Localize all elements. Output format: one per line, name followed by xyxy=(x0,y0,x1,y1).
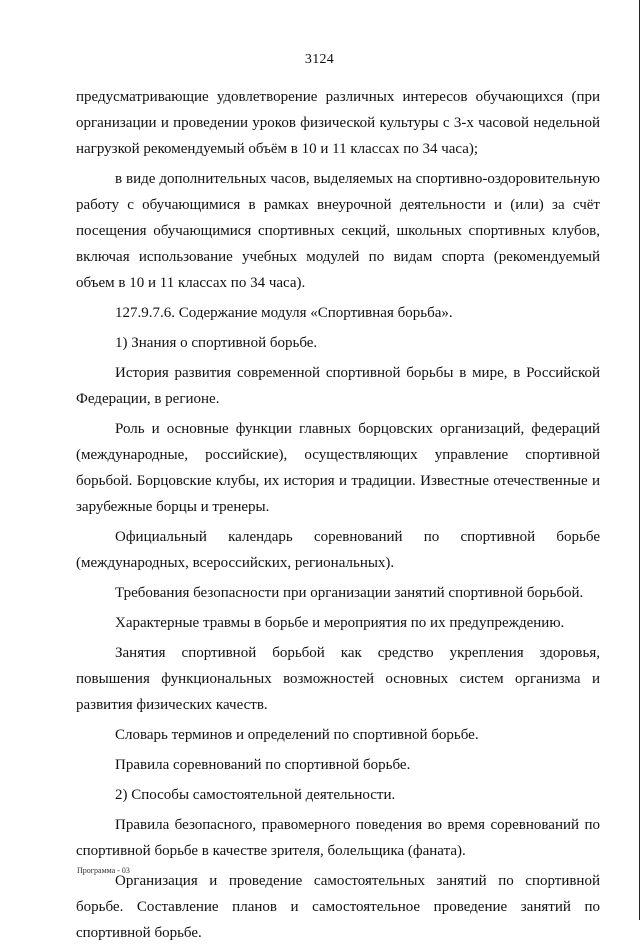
paragraph: Занятия спортивной борьбой как средство укрепления здоровья, повышения функциональных возможностей основных систем организма и развития физических качеств. xyxy=(76,645,600,713)
paragraph: в виде дополнительных часов, выделяемых на спортивно-оздоровительную работу с обучающимися в рамках внеурочной деятельности и (или) за счёт посещения обучающимися спортивных секций, школьных спортивных клубов, включая использование учебных модулей по видам спорта (рекомендуемый объем в 10 и 11 классах по 34 часа). xyxy=(76,171,600,291)
paragraph: Правила соревнований по спортивной борьбе. xyxy=(115,757,411,773)
document-body xyxy=(76,84,600,950)
paragraph: Организация и проведение самостоятельных занятий по спортивной борьбе. Составление планов и самостоятельное проведение занятий по спортивной борьбе. xyxy=(76,873,600,941)
paragraph: История развития современной спортивной борьбы в мире, в Российской Федерации, в регионе. xyxy=(76,365,600,407)
paragraph: Словарь терминов и определений по спортивной борьбе. xyxy=(115,727,479,743)
paragraph: Роль и основные функции главных борцовских организаций, федераций (международные, российские), осуществляющих управление спортивной борьбой. Борцовские клубы, их история и традиции. Известные отечественные и зарубежные борцы и тренеры. xyxy=(76,421,600,515)
paragraph: Официальный календарь соревнований по спортивной борьбе (международных, всероссийских, региональных). xyxy=(76,529,600,571)
paragraph: Правила безопасного, правомерного поведения во время соревнований по спортивной борьбе в качестве зрителя, болельщика (фаната). xyxy=(76,817,600,859)
paragraph: предусматривающие удовлетворение различных интересов обучающихся (при организации и проведении уроков физической культуры с 3-х часовой недельной нагрузкой рекомендуемый объём в 10 и 11 классах по 34 часа); xyxy=(76,89,600,157)
subsection-heading: 1) Знания о спортивной борьбе. xyxy=(115,335,318,351)
paragraph: Требования безопасности при организации занятий спортивной борьбой. xyxy=(115,585,584,601)
subsection-heading: 2) Способы самостоятельной деятельности. xyxy=(115,787,396,803)
footer-label: Программа - 03 xyxy=(77,866,130,875)
paragraph: Характерные травмы в борьбе и мероприятия по их предупреждению. xyxy=(115,615,565,631)
section-heading: 127.9.7.6. Содержание модуля «Спортивная борьба». xyxy=(115,305,453,321)
page-number: 3124 xyxy=(304,52,335,67)
